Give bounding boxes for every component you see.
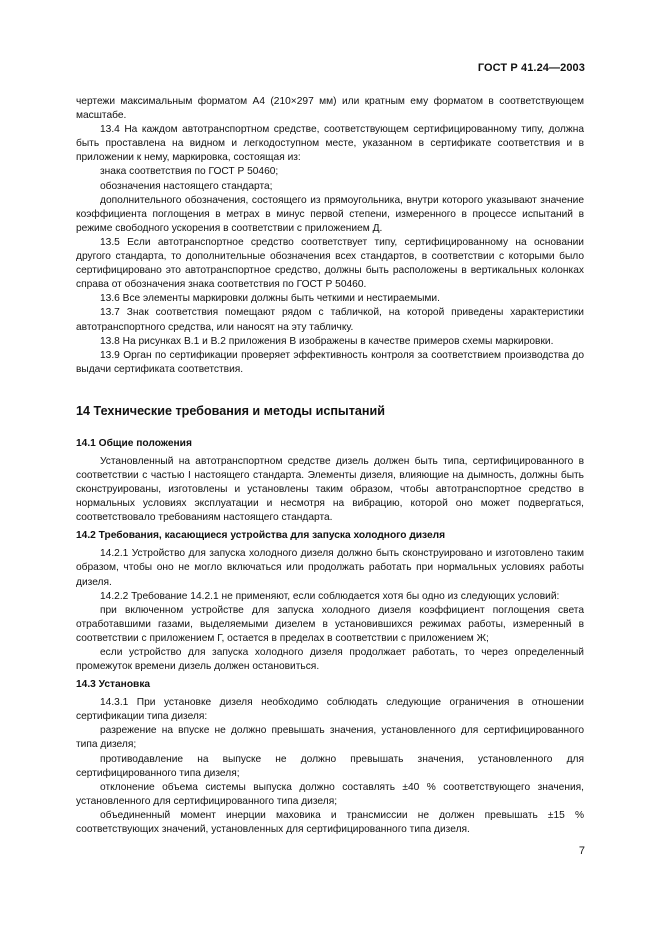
list-item-intake-vacuum: разрежение на впуске не должно превышать значения, установленного для сертифицированного типа дизеля; xyxy=(76,725,584,751)
list-item-condition-1: при включенном устройстве для запуска холодного дизеля коэффициент поглощения света отработавшими газами, выделяемыми дизелем в установившихся режимах работы, измеренный в соответствии с приложением Г, остается в пределах в соответствии с приложением Ж; xyxy=(76,604,584,644)
paragraph-13-7: 13.7 Знак соответствия помещают рядом с табличкой, на которой приведены характеристики автотранспортного средства, или наносят на эту табличку. xyxy=(76,307,584,333)
paragraph-13-4: 13.4 На каждом автотранспортном средстве, соответствующем сертифицированному типу, должна быть проставлена на видном и легкодоступном месте, указанном в сертификате соответствия и в приложении к нему, маркировка, состоящая из: xyxy=(76,124,584,164)
list-item-exhaust-backpressure: противодавление на выпуске не должно превышать значения, установленного для сертифицированного типа дизеля; xyxy=(76,753,584,779)
paragraph-14-1: Установленный на автотранспортном средстве дизель должен быть типа, сертифицированного в соответствии с частью I настоящего стандарта. Элементы дизеля, влияющие на дымность, должны быть сконструированы, изготовлены и установлены таким образом, чтобы автотранспортное средство в нормальных условиях эксплуатации и несмотря на вибрацию, которой оно может подвергаться, соответствовало требованиям настоящего стандарта. xyxy=(76,455,584,524)
paragraph-14-2-2: 14.2.2 Требование 14.2.1 не применяют, если соблюдается хотя бы одно из следующих условий: xyxy=(100,590,560,602)
paragraph-13-6: 13.6 Все элементы маркировки должны быть четкими и нестираемыми. xyxy=(100,293,440,305)
page-number: 7 xyxy=(578,845,585,857)
paragraph-14-3-1: 14.3.1 При установке дизеля необходимо соблюдать следующие ограничения в отношении сертификации типа дизеля: xyxy=(76,697,584,723)
paragraph-continuation: чертежи максимальным форматом А4 (210×297 мм) или кратным ему форматом в соответствующем масштабе. xyxy=(76,96,584,122)
paragraph-14-2-1: 14.2.1 Устройство для запуска холодного дизеля должно быть сконструировано и изготовлено таким образом, чтобы оно не могло включаться или продолжать работать при нормальных условиях работы дизеля. xyxy=(76,548,584,588)
subsection-14-3-heading: 14.3 Установка xyxy=(76,679,151,691)
subsection-14-2-heading: 14.2 Требования, касающиеся устройства для запуска холодного дизеля xyxy=(76,530,446,542)
section-14-heading: 14 Технические требования и методы испытаний xyxy=(76,403,385,418)
list-item-inertia-moment: объединенный момент инерции маховика и трансмиссии не должен превышать ±15 % соответствующих значений, установленных для сертифицированного типа дизеля. xyxy=(76,809,584,836)
list-item-condition-2: если устройство для запуска холодного дизеля продолжает работать, то через определенный промежуток времени дизель должен остановиться. xyxy=(76,647,584,673)
list-item-additional-designation: дополнительного обозначения, состоящего из прямоугольника, внутри которого указывают значение коэффициента поглощения в метрах в минус первой степени, измеренного в процессе испытаний в режиме свободного ускорения в соответствии с приложением Д. xyxy=(76,194,584,234)
page-content xyxy=(76,95,584,837)
paragraph-13-9: 13.9 Орган по сертификации проверяет эффективность контроля за соответствием производства до выдачи сертификата соответствия. xyxy=(76,349,584,375)
list-item-mark-sign: знака соответствия по ГОСТ Р 50460; xyxy=(100,166,279,178)
list-item-standard-designation: обозначения настоящего стандарта; xyxy=(100,180,273,192)
paragraph-13-8: 13.8 На рисунках В.1 и В.2 приложения В изображены в качестве примеров схемы маркировки. xyxy=(100,335,554,347)
list-item-exhaust-volume: отклонение объема системы выпуска должно составлять ±40 % соответствующего значения, установленного для сертифицированного типа дизеля; xyxy=(76,781,584,807)
document-code-header: ГОСТ Р 41.24—2003 xyxy=(477,62,585,74)
paragraph-13-5: 13.5 Если автотранспортное средство соответствует типу, сертифицированному на основании другого стандарта, то дополнительные обозначения всех стандартов, в соответствии с которыми было сертифицировано это автотранспортное средство, должны быть расположены в вертикальных колонках справа от обозначения знака соответствия по ГОСТ Р 50460. xyxy=(76,236,584,291)
subsection-14-1-heading: 14.1 Общие положения xyxy=(76,437,192,449)
